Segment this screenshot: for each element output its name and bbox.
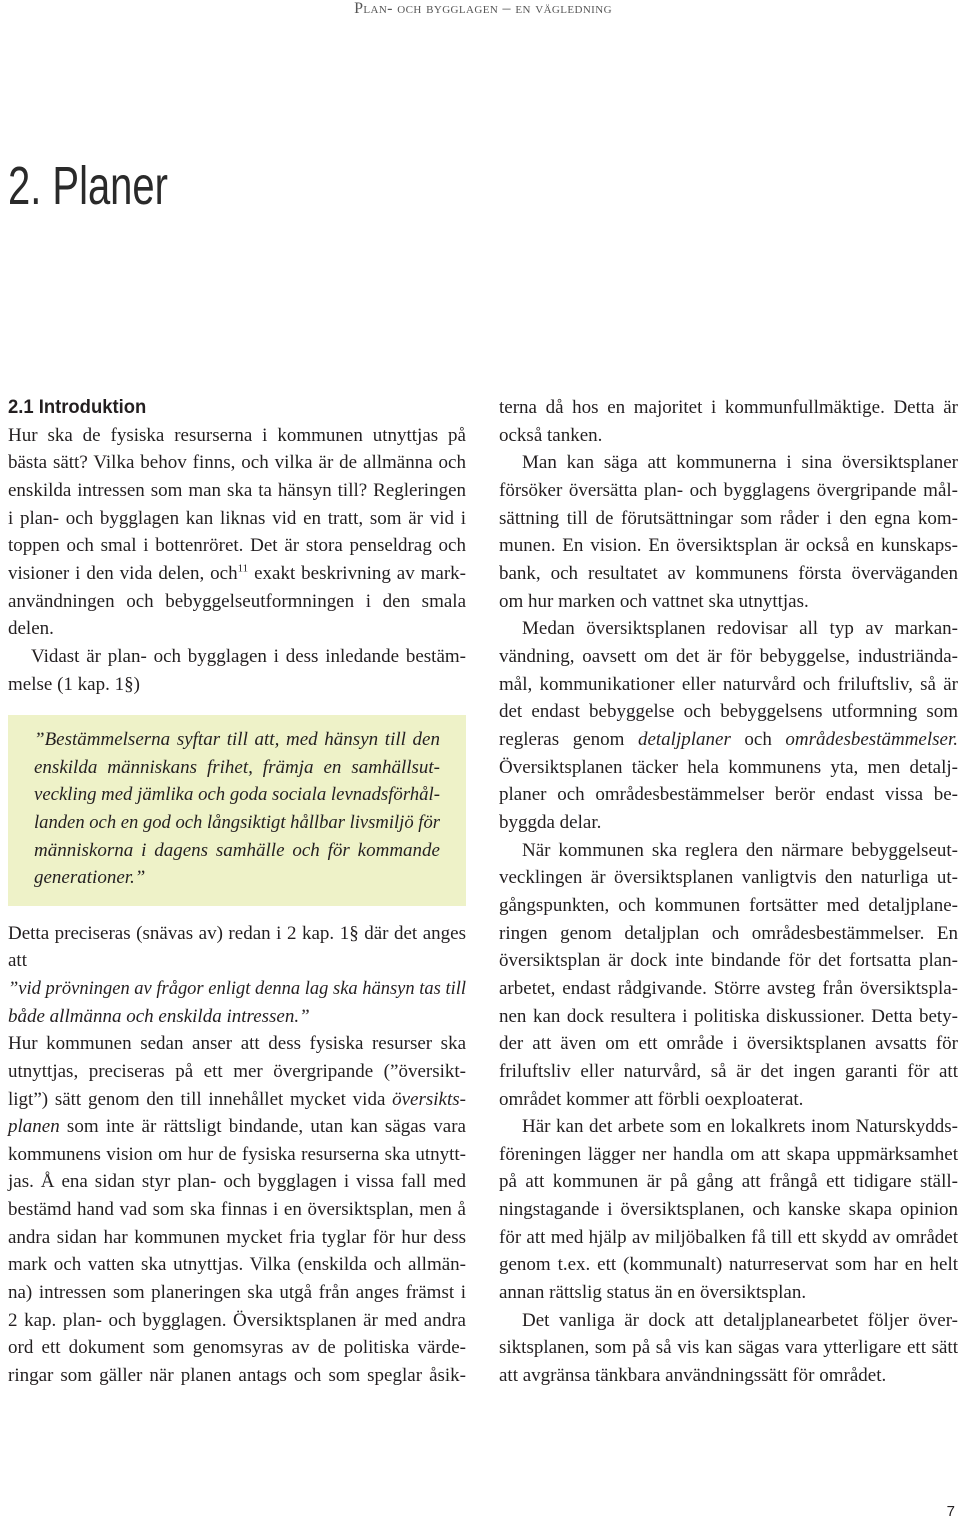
line-text: melse (1 kap. 1§) [8, 673, 140, 695]
body-line [499, 892, 958, 920]
line-text: annan rättslig status än en översiktsplan. [499, 1282, 807, 1304]
footnote-reference: 11 [237, 562, 249, 575]
text-run: visioner i den vida delen, och [8, 562, 238, 584]
line-text: veckling med jämlika och goda sociala levnadsförhål- [34, 784, 440, 806]
body-line [8, 1279, 466, 1307]
line-text: det endast bebyggelse och bebyggelsens utformning som [499, 701, 958, 723]
line-text: terna då hos en majoritet i kommunfullmäktige. Detta är [499, 397, 958, 418]
line-text: genom t.ex. ett (kommunalt) naturreservat som har en helt [499, 1254, 958, 1276]
body-line [499, 532, 958, 560]
line-text: 2 kap. plan- och bygglagen. Översiktsplanen är med andra [8, 1309, 466, 1331]
body-line [499, 477, 958, 505]
line-text: bank, och resultatet av kommunens första överväganden [499, 562, 958, 584]
body-line [8, 920, 466, 948]
line-text: När kommunen ska reglera den närmare bebyggelseut- [522, 839, 958, 861]
body-line [8, 615, 466, 643]
emphasis-text: områdesbestämmelser. [785, 728, 958, 750]
line-text: nen kan dock resultera i politiska diskussioner. Detta bety- [499, 1005, 958, 1027]
body-line [499, 726, 958, 754]
line-text: Översiktsplanen täcker hela kommunens yta, men detalj- [499, 756, 958, 778]
line-text: ord ett dokument som genomsyras av de politiska värde- [8, 1337, 466, 1359]
body-line [499, 698, 958, 726]
body-line [8, 422, 466, 450]
line-text: också tanken. [499, 424, 603, 446]
line-text: sättning till de förutsättningar som råder i den egna kom- [499, 507, 958, 529]
body-line [522, 449, 958, 477]
line-text: för att med hjälp av miljöbalken få till ett skydd av området [499, 1226, 958, 1248]
text-run: som inte är rättsligt bindande, utan kan sägas vara [59, 1116, 466, 1138]
body-line [8, 588, 466, 616]
body-line [499, 754, 958, 782]
body-line [8, 1307, 466, 1335]
line-text [8, 1086, 466, 1114]
line-text: enskilda intressen som man ska ta hänsyn till? Regleringen [8, 479, 466, 501]
quote-line [34, 809, 440, 837]
body-line [499, 864, 958, 892]
body-line [499, 809, 958, 837]
line-text: arbetet, endast rådgivande. Större avsteg från översiktspla- [499, 977, 958, 999]
line-text [8, 975, 466, 1003]
line-text: jas. Å ena sidan styr plan- och bygglagen i vissa fall med [8, 1171, 466, 1193]
body-line [499, 1058, 958, 1086]
body-line [8, 477, 466, 505]
emphasis-text: både allmänna och enskilda intressen.” [8, 1005, 310, 1027]
line-text: landen och en god och långsiktigt hållbar livsmiljö för [34, 811, 440, 833]
line-text: Vidast är plan- och bygglagen i dess inledande bestäm- [31, 645, 466, 667]
body-line [8, 1058, 466, 1086]
line-text [8, 560, 466, 588]
body-line [499, 947, 958, 975]
body-line [499, 394, 958, 422]
line-text: Man kan säga att kommunerna i sina översiktsplaner [522, 452, 958, 474]
body-line [499, 1251, 958, 1279]
line-text: Detta preciseras (snävas av) redan i 2 kap. 1§ där det anges [8, 922, 466, 944]
line-text [499, 726, 958, 754]
line-text: att [8, 950, 27, 972]
body-line [522, 615, 958, 643]
line-text: bästa sätt? Vilka behov finns, och vilka är de allmänna och [8, 452, 466, 474]
body-line [8, 505, 466, 533]
body-line [8, 449, 466, 477]
quote-line [34, 864, 440, 892]
running-header: Plan- och bygglagen – en vägledning [354, 0, 612, 17]
quote-line [34, 837, 440, 865]
line-text: munen. En vision. En översiktsplan är också en kunskaps- [499, 535, 958, 557]
line-text: ringen genom detaljplan och områdesbestämmelser. En [499, 922, 958, 944]
line-text: andra sidan har kommunen mycket fria tyglar för hur dess [8, 1226, 466, 1248]
body-line [499, 781, 958, 809]
line-text: Medan översiktsplanen redovisar all typ av markan- [522, 618, 958, 640]
line-text: på att kommunen är på gång att frångå ett tidigare ställ- [499, 1171, 958, 1193]
body-line [499, 1030, 958, 1058]
page-number: 7 [946, 1503, 955, 1520]
line-text: vecklingen är översiktsplanen vanligtvis den naturliga ut- [499, 867, 958, 889]
line-text: ”Bestämmelserna syftar till att, med hänsyn till den [34, 728, 440, 750]
body-line [31, 643, 466, 671]
body-line [8, 1196, 466, 1224]
line-text [8, 1003, 310, 1031]
body-line [499, 1196, 958, 1224]
body-line [8, 560, 466, 588]
line-text: generationer.” [34, 867, 146, 889]
body-line [8, 975, 466, 1003]
body-line [499, 643, 958, 671]
line-text: ringar som gäller när planen antags och som speglar åsik- [8, 1365, 466, 1387]
body-line [522, 837, 958, 865]
body-line [8, 1113, 466, 1141]
line-text: mark och vatten ska utnyttjas. Vilka (enskilda och allmän- [8, 1254, 466, 1276]
line-text: området kommer att förbli oexploaterat. [499, 1088, 804, 1110]
line-text: planer och områdesbestämmelser berör endast vissa be- [499, 784, 958, 806]
body-line [499, 1362, 958, 1390]
body-line [8, 1030, 466, 1058]
body-line [499, 588, 958, 616]
line-text: ningstagande i översiktsplanen, och kanske skapa opinion [499, 1199, 958, 1221]
body-line [8, 1251, 466, 1279]
line-text: att avgränsa tänkbara användningssätt för området. [499, 1365, 887, 1387]
line-text: Hur kommunen sedan anser att dess fysiska resurser ska [8, 1033, 466, 1055]
line-text: der att även om ett område i översiktsplanen avsatts för [499, 1033, 958, 1055]
body-line [499, 505, 958, 533]
body-line [499, 1168, 958, 1196]
section-heading: 2.1 Introduktion [8, 397, 147, 418]
body-line [8, 1168, 466, 1196]
emphasis-text: ”vid prövningen av frågor enligt denna lag ska hänsyn tas till [8, 977, 466, 999]
body-line [499, 1141, 958, 1169]
body-line [522, 1307, 958, 1335]
body-line [499, 1334, 958, 1362]
line-text: Här kan det arbete som en lokalkrets inom Naturskydds- [522, 1116, 958, 1138]
line-text: om hur marken och vattnet ska utnyttjas. [499, 590, 809, 612]
body-line [8, 1334, 466, 1362]
body-line [8, 1224, 466, 1252]
body-line [8, 947, 466, 975]
line-text: na) intressen som planeringen ska utgå från anges främst i [8, 1282, 466, 1304]
line-text [8, 1113, 466, 1141]
line-text: siktsplanen, som på så vis kan sägas vara ytterligare ett sätt [499, 1337, 958, 1359]
line-text: enskilda människans frihet, främja en samhällsut- [34, 756, 440, 778]
line-text: vändning, oavsett om det är för bebyggelse, industriända- [499, 645, 958, 667]
body-line [8, 1141, 466, 1169]
chapter-title: 2. Planer [8, 156, 168, 216]
text-run: regleras genom [499, 728, 638, 750]
line-text: toppen och smal i bottenröret. Det är stora penseldrag och [8, 535, 466, 557]
body-line [499, 560, 958, 588]
line-text: kommunens vision om hur de fysiska resurserna ska utnytt- [8, 1143, 466, 1165]
line-text: bestämd hand vad som ska finnas i en översiktsplan, men å [8, 1199, 466, 1221]
quote-line [34, 754, 440, 782]
text-run: ligt”) sätt genom den till innehållet mycket vida [8, 1088, 393, 1110]
body-line [499, 1224, 958, 1252]
text-run: exakt beskrivning av mark- [248, 562, 467, 584]
line-text: i plan- och bygglagen kan liknas vid en tratt, som är vid i [8, 507, 466, 529]
line-text: försöker översätta plan- och bygglagens övergripande mål- [499, 479, 958, 501]
body-line [499, 975, 958, 1003]
body-line [8, 1086, 466, 1114]
body-line [499, 422, 958, 450]
line-text: byggda delar. [499, 811, 602, 833]
line-text: utnyttjas, preciseras på ett mer övergripande (”översikt- [8, 1060, 466, 1082]
line-text: översiktsplan är dock inte bindande för det fortsatta plan- [499, 950, 958, 972]
line-text: föreningen lägger ner handla om att skapa uppmärksamhet [499, 1143, 958, 1165]
line-text: människorna i dagens samhälle och för kommande [34, 839, 440, 861]
line-text: friluftsliv eller naturvård, så är det ingen garanti för att [499, 1060, 958, 1082]
body-line [8, 1003, 466, 1031]
text-run: och [730, 728, 786, 750]
line-text: Hur ska de fysiska resurserna i kommunen utnyttjas på [8, 424, 466, 446]
body-line [522, 1113, 958, 1141]
line-text: mål, kommunikationer eller naturvård och friluftsliv, så är [499, 673, 958, 695]
line-text: gångspunkten, och kommunen fortsätter med detaljplane- [499, 894, 958, 916]
body-line [499, 1279, 958, 1307]
line-text: användningen och bebyggelseutformningen i den smala [8, 590, 466, 612]
body-line [499, 1086, 958, 1114]
body-line [8, 532, 466, 560]
body-line [499, 671, 958, 699]
body-line [8, 1362, 466, 1390]
body-line [8, 671, 466, 699]
body-line [499, 1003, 958, 1031]
emphasis-text: detaljplaner [637, 728, 731, 750]
emphasis-text: översikts- [392, 1088, 466, 1110]
line-text: Det vanliga är dock att detaljplanearbetet följer över- [522, 1309, 958, 1331]
body-line [499, 920, 958, 948]
quote-line [34, 726, 440, 754]
line-text: delen. [8, 618, 54, 640]
quote-line [34, 781, 440, 809]
emphasis-text: planen [8, 1116, 60, 1138]
